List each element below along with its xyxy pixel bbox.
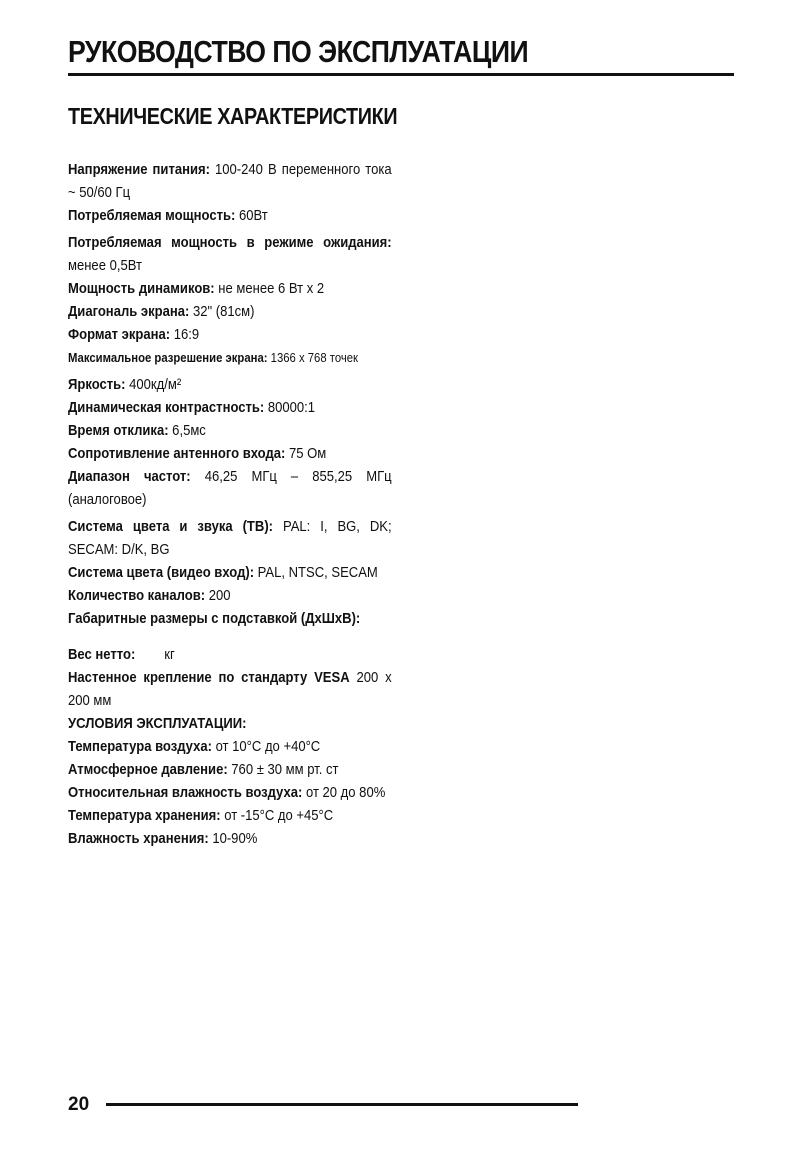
spec-value: от 20 до 80%	[305, 784, 386, 801]
spec-label: Атмосферное давление:	[68, 761, 228, 778]
specs-list	[68, 158, 392, 850]
spec-net-weight	[68, 643, 392, 666]
spec-label: Напряжение питания:	[68, 161, 210, 178]
spec-label: Количество каналов:	[68, 587, 206, 604]
spec-dimensions	[68, 607, 392, 630]
spec-operating-conditions-heading	[68, 712, 392, 735]
spec-value: 32" (81см)	[192, 303, 255, 320]
spec-brightness	[68, 373, 392, 396]
spec-label: Потребляемая мощность:	[68, 207, 236, 224]
spec-value: от -15°С до +45°С	[224, 807, 334, 824]
spec-standby-power	[68, 231, 392, 277]
spec-screen-diagonal	[68, 300, 392, 323]
spec-value: не менее 6 Вт х 2	[218, 280, 325, 297]
spec-value: кг	[164, 646, 175, 663]
spec-value: 46,25 МГц – 855,25 МГц (аналоговое)	[68, 468, 392, 508]
spec-storage-humidity	[68, 827, 392, 850]
spec-value: 400кд/м²	[129, 376, 182, 393]
footer-divider	[106, 1103, 578, 1106]
spec-label: Температура воздуха:	[68, 738, 212, 755]
spec-label: Максимальное разрешение экрана:	[68, 350, 268, 365]
page-title: РУКОВОДСТВО ПО ЭКСПЛУАТАЦИИ	[68, 34, 529, 69]
spec-frequency-range	[68, 465, 392, 511]
spec-value: от 10°С до +40°С	[215, 738, 321, 755]
spec-response-time	[68, 419, 392, 442]
spec-label: Мощность динамиков:	[68, 280, 215, 297]
spec-label: Настенное крепление по стандарту VESA	[68, 669, 350, 686]
spec-value: менее 0,5Вт	[68, 257, 142, 274]
spec-label: Время отклика:	[68, 422, 169, 439]
spec-color-sound-system-tv	[68, 515, 392, 561]
spec-label: Потребляемая мощность в режиме ожидания:	[68, 234, 392, 251]
spec-label: Яркость:	[68, 376, 126, 393]
spec-value: 760 ± 30 мм рт. ст	[231, 761, 339, 778]
spec-vesa-mount	[68, 666, 392, 712]
spec-label: Динамическая контрастность:	[68, 399, 265, 416]
spec-dynamic-contrast	[68, 396, 392, 419]
section-title: ТЕХНИЧЕСКИЕ ХАРАКТЕРИСТИКИ	[68, 103, 398, 129]
spec-screen-format	[68, 323, 392, 346]
spec-channel-count	[68, 584, 392, 607]
spec-label: Вес нетто:	[68, 646, 136, 663]
spec-value: PAL: I, BG, DK; SECAM: D/K, BG	[68, 518, 392, 558]
spec-label: Габаритные размеры с подставкой (ДхШхВ):	[68, 610, 361, 627]
spec-label: Относительная влажность воздуха:	[68, 784, 303, 801]
spec-value: 1366 х 768 точек	[270, 350, 359, 365]
spec-label: Формат экрана:	[68, 326, 171, 343]
spec-value: 60Вт	[238, 207, 268, 224]
spec-label: Температура хранения:	[68, 807, 221, 824]
spec-value: 6,5мс	[172, 422, 206, 439]
spec-label: Диапазон частот:	[68, 468, 191, 485]
spec-value: 75 Ом	[288, 445, 327, 462]
spec-max-resolution	[68, 346, 392, 369]
spec-label: Система цвета (видео вход):	[68, 564, 255, 581]
spec-value: 10-90%	[212, 830, 258, 847]
spec-value: 200 х 200 мм	[68, 669, 392, 709]
spec-power-supply	[68, 158, 392, 204]
spec-label: Влажность хранения:	[68, 830, 209, 847]
spec-storage-temperature	[68, 804, 392, 827]
spec-value: PAL, NTSC, SECAM	[257, 564, 378, 581]
spec-label: Сопротивление антенного входа:	[68, 445, 286, 462]
spec-relative-humidity	[68, 781, 392, 804]
spec-label: УСЛОВИЯ ЭКСПЛУАТАЦИИ:	[68, 715, 247, 732]
spec-value: 100-240 В переменного тока ~ 50/60 Гц	[68, 161, 392, 201]
spec-air-temperature	[68, 735, 392, 758]
title-divider	[68, 73, 734, 76]
spec-value: 16:9	[173, 326, 200, 343]
spec-value: 80000:1	[267, 399, 316, 416]
spec-color-system-video	[68, 561, 392, 584]
spec-power-consumption	[68, 204, 392, 227]
spec-antenna-impedance	[68, 442, 392, 465]
spec-speaker-power	[68, 277, 392, 300]
spec-value: 200	[208, 587, 231, 604]
page-number: 20	[68, 1094, 90, 1115]
spec-label: Диагональ экрана:	[68, 303, 190, 320]
spec-label: Система цвета и звука (ТВ):	[68, 518, 274, 535]
spec-atmospheric-pressure	[68, 758, 392, 781]
